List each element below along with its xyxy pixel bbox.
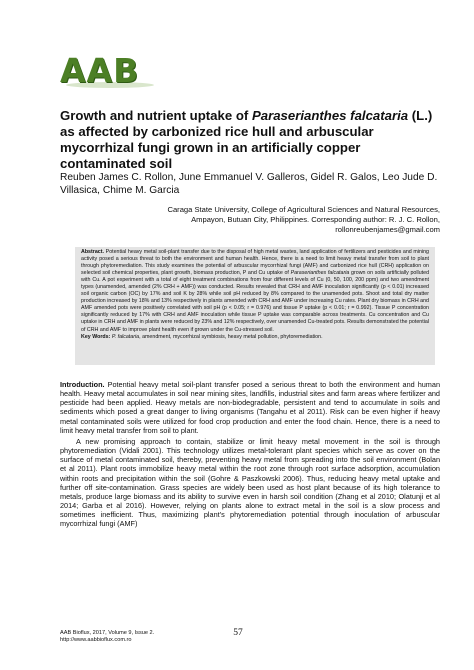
keywords: Key Words: P. falcataria, amendment, mycorrhizal symbiosis, heavy metal pollution, phytoremediation.	[81, 333, 323, 340]
journal-url[interactable]: http://www.aabbioflux.com.ro	[60, 637, 132, 644]
introduction-section	[60, 380, 440, 598]
intro-paragraph-1: Introduction. Potential heavy metal soil-plant transfer posed a serious threat to both the environment and human health. Heavy metal accumulates in soil near mining sites, landfills, industrial sites and farm areas where fertilizer and pesticide had been applied. Heavy metals are non-biodegradable, persistent and tend to accumulate in soils and sediments which posed a great danger to living organisms (Tangahu et al 2011). Risk can be even higher if heavy metal contaminated soils were utilized for food crop production and enter the food chain. Hence, there is a need to limit heavy metal transfer from soil to plant.	[60, 380, 440, 435]
logo-text: AAB	[60, 51, 140, 90]
affiliation	[60, 205, 440, 236]
affiliation-line-2: Ampayon, Butuan City, Philippines. Corresponding author: R. J. C. Rollon,	[191, 215, 440, 225]
journal-logo	[60, 52, 160, 90]
intro-heading: Introduction.	[60, 380, 105, 389]
journal-citation: AAB Bioflux, 2017, Volume 9, Issue 2.	[60, 630, 155, 636]
intro-paragraph-2: A new promising approach to contain, stabilize or limit heavy metal movement in the soil is through phytoremediation (Vidali 2001). This technology utilizes metal-tolerant plant species which serve as cover on the surface of metal contaminated soil, thereby, preventing heavy metal from spreading into the soil environment (Bolan et al 2011). Plant roots immobilize heavy metal within the root zone through root surface adsorption, accumulation within roots and precipitation within the soil (Gohre & Paszkowski 2006). Thus, reducing heavy metal uptake and further off site-contamination. Grass species are widely been used as host plant because of its high tolerance to metals, produce large biomass and its ability to survive even in harsh soil condition (Zhang et al 2010; Olatunji et al 2014; Garba et al 2016). However, relying on plants alone to extract metal in the soil is a slow process and sometimes inefficient. Thus, maximizing plant's phytoremediation potential through inoculation of arbuscular mycorrhizal fungi (AMF)	[60, 436, 440, 529]
abstract-text: Abstract. Potential heavy metal soil-plant transfer due to the disposal of high metal wastes, land application of fertilizers and pesticides and mining activity posed a serious threat to both the environment and human health. Hence, there is a need to limit heavy metal transfer from soil to plant through phytoremediation. This study examines the potential of arbuscular mycorrhizal fungi (AMF) and carbonized rice hull (CRH) application on selected soil chemical properties, plant growth, biomass production, P and Cu uptake of Paraserianthes falcataria grown on soils artificially polluted with Cu. A pot experiment with a total of eight treatment combinations from four different levels of Cu (0, 50, 100, 200 ppm) and two amendment types (unamended, amended (2% CRH + AMF)) was conducted. Results revealed that CRH and AMF inoculation significantly (p < 0.01) increased soil organic carbon (OC) by 17% and soil K by 28% while soil pH reduced by 8% compared to the unamended pots. Shoot and total dry matter production increased by 18% and 13% respectively in plants amended with CRH and AMF under increasing Cu rates. Plant dry biomass in CRH and AMF amended pots were positively correlated with soil pH (p < 0.05; r = 0.976) and tissue P uptake (p < 0.01; r = 0.992). Tissue P concentration significantly reduced by 17% with CRH and AMF inoculation while tissue P uptake was comparable across treatments. Cu concentration and Cu uptake in CRH and AMF in plants were reduced by 23% and 12% respectively, over unamended Cu-treated pots. Results demonstrated the potential of CRH and AMF to improve plant health even if grown under the Cu-stressed soil.	[81, 249, 430, 333]
abstract-box	[75, 247, 435, 365]
affiliation-line-1: Caraga State University, College of Agricultural Sciences and Natural Resources,	[167, 205, 440, 214]
corresponding-email[interactable]: rollonreubenjames@gmail.com	[335, 225, 440, 235]
author-list: Reuben James C. Rollon, June Emmanuel V. Galleros, Gidel R. Galos, Leo Jude D. Villasica, Chime M. Garcia	[60, 172, 438, 196]
abstract-label: Abstract	[81, 249, 103, 255]
page-number: 57	[233, 628, 243, 638]
keywords-label: Key Words	[81, 333, 109, 340]
paper-title: Growth and nutrient uptake of Paraserianthes falcataria (L.) as affected by carbonized rice hull and arbuscular mycorrhizal fungi grown in an artificially copper contaminated soil	[60, 108, 433, 171]
